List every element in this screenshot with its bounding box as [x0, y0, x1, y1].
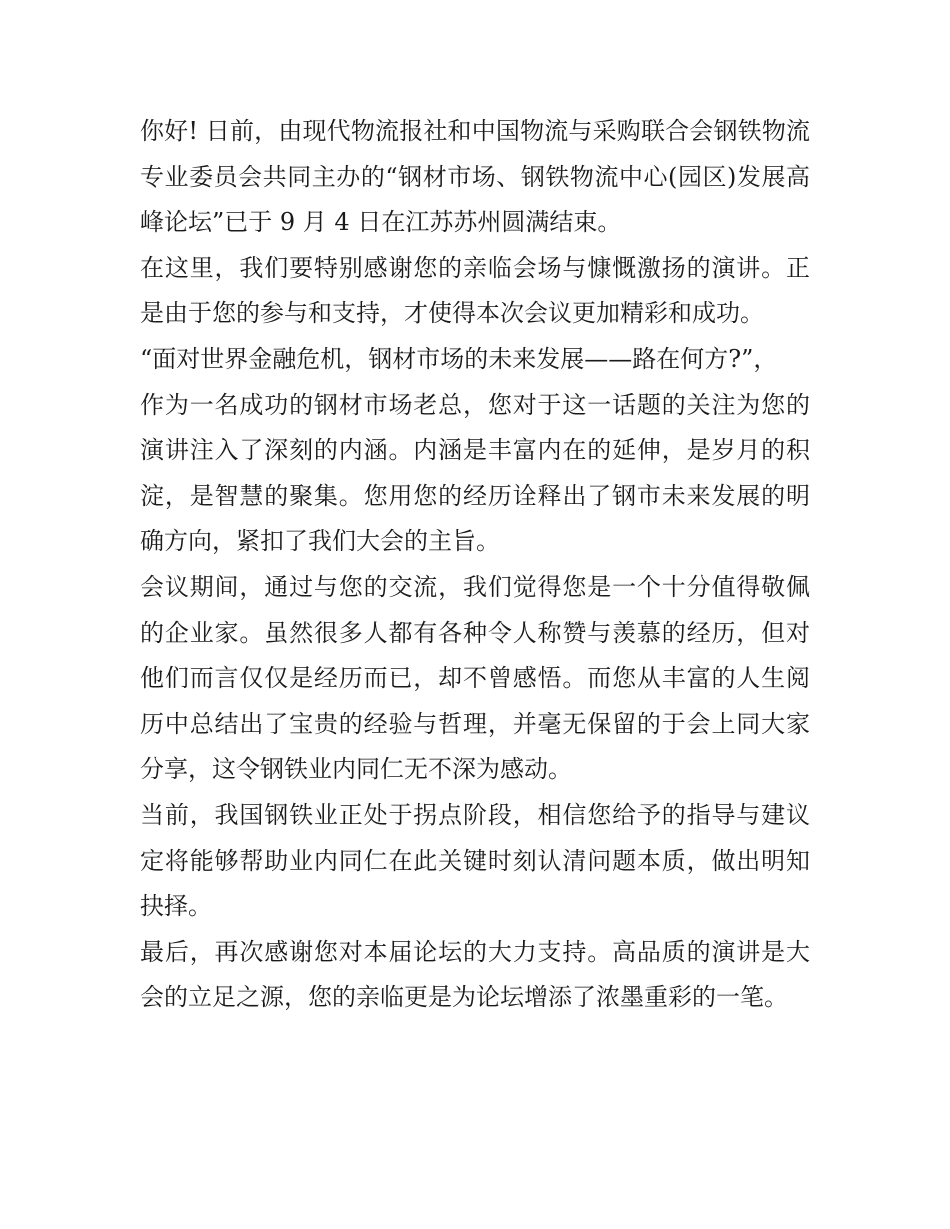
- paragraph-industry-guidance: 当前，我国钢铁业正处于拐点阶段，相信您给予的指导与建议定将能够帮助业内同仁在此关键时刻认清问题本质，做出明知抉择。: [140, 800, 810, 921]
- paragraph-closing: 最后，再次感谢您对本届论坛的大力支持。高品质的演讲是大会的立足之源，您的亲临更是为论坛增添了浓墨重彩的一笔。: [140, 937, 810, 1012]
- paragraph-speech-content: 作为一名成功的钢材市场老总，您对于这一话题的关注为您的演讲注入了深刻的内涵。内涵是丰富内在的延伸，是岁月的积淀，是智慧的聚集。您用您的经历诠释出了钢市未来发展的明确方向，紧扣了我们大会的主旨。: [140, 390, 810, 556]
- paragraph-meeting-impression: 会议期间，通过与您的交流，我们觉得您是一个十分值得敬佩的企业家。虽然很多人都有各种令人称赞与羡慕的经历，但对他们而言仅仅是经历而已，却不曾感悟。而您从丰富的人生阅历中总结出了宝贵的经验与哲理，并毫无保留的于会上同大家分享，这令钢铁业内同仁无不深为感动。: [140, 572, 810, 784]
- paragraph-topic-quote: “面对世界金融危机，钢材市场的未来发展——路在何方?”，: [140, 344, 778, 373]
- paragraph-thanks: 在这里，我们要特别感谢您的亲临会场与慷慨激扬的演讲。正是由于您的参与和支持，才使得本次会议更加精彩和成功。: [140, 253, 810, 328]
- paragraph-greeting: 你好! 日前，由现代物流报社和中国物流与采购联合会钢铁物流专业委员会共同主办的“钢材市场、钢铁物流中心(园区)发展高峰论坛”已于 9 月 4 日在江苏苏州圆满结束。: [140, 117, 810, 237]
- letter-body: [140, 109, 810, 1021]
